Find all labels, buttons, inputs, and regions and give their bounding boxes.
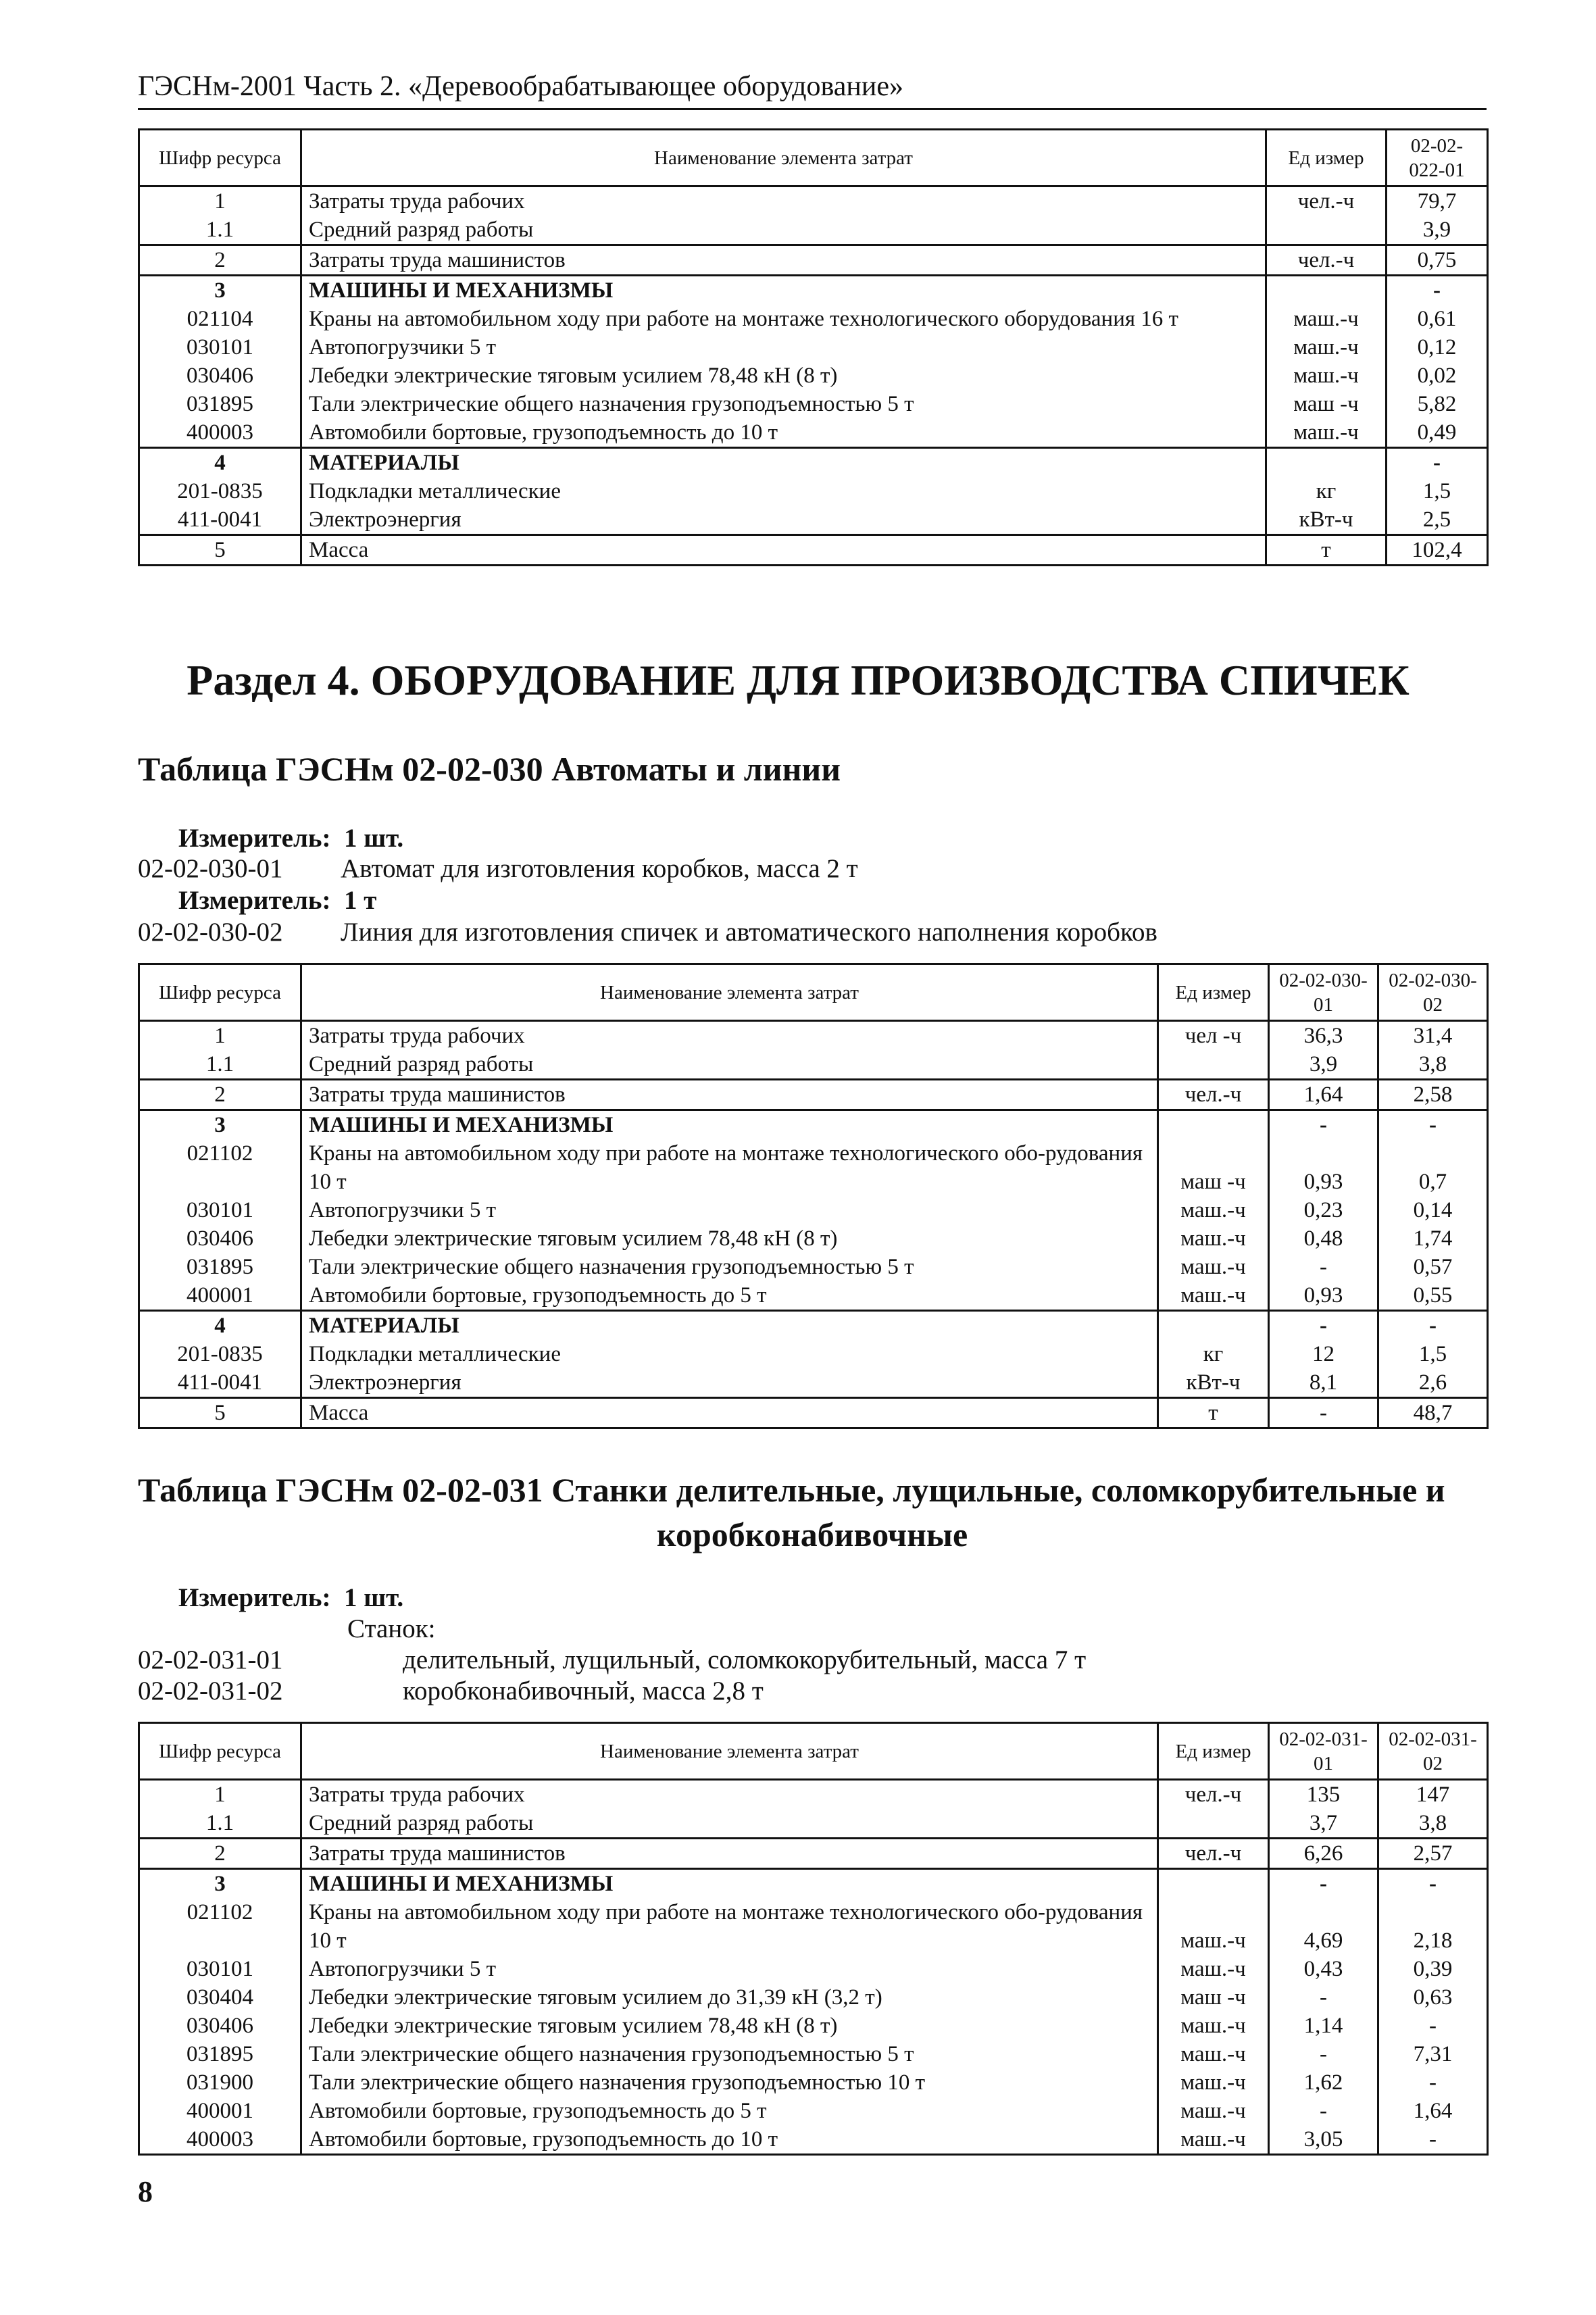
measure-value: 1 шт.: [343, 824, 404, 853]
measure-label: Измеритель:: [178, 886, 331, 915]
unit: [1158, 1869, 1269, 1899]
value: 1,74: [1378, 1224, 1488, 1253]
value: 102,4: [1387, 535, 1488, 566]
table-row: [139, 362, 1488, 390]
value: -: [1269, 1253, 1378, 1281]
resource-name: Средний разряд работы: [301, 216, 1266, 245]
unit: чел -ч: [1158, 1021, 1269, 1051]
resource-code: 031895: [139, 1253, 301, 1281]
item-line: [138, 1645, 1086, 1675]
table-row: [139, 2097, 1488, 2125]
table-row: [139, 1080, 1488, 1110]
resource-code: 2: [139, 1839, 301, 1869]
value: -: [1378, 2012, 1488, 2040]
resource-name: Тали электрические общего назначения грузоподъемностью 5 т: [301, 390, 1266, 418]
item-text: Линия для изготовления спичек и автоматического наполнения коробков: [341, 918, 1157, 947]
resource-name: Автомобили бортовые, грузоподъемность до 5 т: [301, 1281, 1158, 1311]
resource-table-030: [138, 963, 1489, 1429]
resource-name: Масса: [301, 535, 1266, 566]
value: -: [1387, 276, 1488, 305]
table-row: [139, 418, 1488, 448]
resource-code: 031900: [139, 2068, 301, 2097]
resource-name: Масса: [301, 1398, 1158, 1428]
unit: кВт-ч: [1158, 1368, 1269, 1398]
value: 1,5: [1387, 477, 1488, 505]
unit: маш.-ч: [1266, 333, 1387, 362]
unit: чел.-ч: [1158, 1080, 1269, 1110]
table-row: [139, 1780, 1488, 1810]
table-title-line: коробконабивочные: [656, 1516, 968, 1553]
resource-name: Затраты труда рабочих: [301, 1780, 1158, 1810]
value: 0,63: [1378, 1983, 1488, 2012]
value: -: [1269, 1398, 1378, 1428]
col-header-code: Шифр ресурса: [139, 130, 301, 186]
value: -: [1269, 2040, 1378, 2068]
value: 2,18: [1378, 1898, 1488, 1955]
unit: маш.-ч: [1158, 2097, 1269, 2125]
value: 3,8: [1378, 1050, 1488, 1080]
resource-name: Автопогрузчики 5 т: [301, 333, 1266, 362]
resource-code: 4: [139, 1311, 301, 1341]
item-text: Автомат для изготовления коробков, масса 2 т: [341, 854, 858, 883]
value: -: [1378, 2125, 1488, 2155]
table-row: [139, 1869, 1488, 1899]
unit: т: [1158, 1398, 1269, 1428]
resource-name: Подкладки металлические: [301, 1340, 1158, 1368]
table-row: [139, 1955, 1488, 1983]
value: 5,82: [1387, 390, 1488, 418]
resource-name: Лебедки электрические тяговым усилием 78,48 кН (8 т): [301, 2012, 1158, 2040]
table-row: [139, 186, 1488, 216]
col-header-value: 02-02-031-01: [1269, 1723, 1378, 1780]
value: 8,1: [1269, 1368, 1378, 1398]
unit: чел.-ч: [1266, 245, 1387, 276]
unit: [1266, 276, 1387, 305]
resource-code: 030404: [139, 1983, 301, 2012]
resource-code: 2: [139, 245, 301, 276]
resource-name: Лебедки электрические тяговым усилием 78,48 кН (8 т): [301, 1224, 1158, 1253]
resource-name: Средний разряд работы: [301, 1050, 1158, 1080]
item-code: 02-02-030-02: [138, 918, 283, 947]
item-text: делительный, лущильный, соломкокорубительный, масса 7 т: [403, 1645, 1087, 1674]
value: 0,93: [1269, 1281, 1378, 1311]
item-line: [138, 853, 858, 884]
measure-line: [178, 823, 403, 853]
resource-name: Затраты труда рабочих: [301, 186, 1266, 216]
value: 48,7: [1378, 1398, 1488, 1428]
col-header-unit: Ед измер: [1158, 964, 1269, 1021]
page-number: 8: [138, 2175, 153, 2208]
item-text: коробконабивочный, масса 2,8 т: [403, 1676, 764, 1706]
unit: кг: [1266, 477, 1387, 505]
resource-code: 1.1: [139, 216, 301, 245]
value: -: [1378, 2068, 1488, 2097]
unit: маш -ч: [1158, 1139, 1269, 1196]
table-row: [139, 1839, 1488, 1869]
value: 0,14: [1378, 1196, 1488, 1224]
value: -: [1378, 1869, 1488, 1899]
resource-code: 3: [139, 276, 301, 305]
resource-name: МАТЕРИАЛЫ: [301, 448, 1266, 478]
item-line: [138, 1676, 764, 1706]
resource-code: 1: [139, 1780, 301, 1810]
unit: маш.-ч: [1158, 1898, 1269, 1955]
resource-name: Автопогрузчики 5 т: [301, 1955, 1158, 1983]
value: 3,9: [1269, 1050, 1378, 1080]
value: 2,58: [1378, 1080, 1488, 1110]
resource-code: 030101: [139, 1196, 301, 1224]
group-label: Станок:: [347, 1614, 436, 1643]
resource-name: Тали электрические общего назначения грузоподъемностью 10 т: [301, 2068, 1158, 2097]
resource-code: 030406: [139, 362, 301, 390]
resource-table-031: [138, 1722, 1489, 2156]
unit: маш.-ч: [1158, 1955, 1269, 1983]
unit: маш.-ч: [1266, 418, 1387, 448]
unit: кг: [1158, 1340, 1269, 1368]
value: 12: [1269, 1340, 1378, 1368]
resource-name: Электроэнергия: [301, 505, 1266, 535]
value: 1,62: [1269, 2068, 1378, 2097]
table-row: [139, 1253, 1488, 1281]
table-row: [139, 245, 1488, 276]
unit: чел.-ч: [1158, 1839, 1269, 1869]
value: 6,26: [1269, 1839, 1378, 1869]
table-row: [139, 1368, 1488, 1398]
table-row: [139, 1110, 1488, 1140]
item-code: 02-02-031-01: [138, 1645, 283, 1674]
value: 135: [1269, 1780, 1378, 1810]
resource-name: Затраты труда машинистов: [301, 1839, 1158, 1869]
resource-code: 201-0835: [139, 477, 301, 505]
table-row: [139, 1898, 1488, 1955]
unit: маш.-ч: [1266, 362, 1387, 390]
unit: кВт-ч: [1266, 505, 1387, 535]
resource-code: 030406: [139, 1224, 301, 1253]
resource-code: 030406: [139, 2012, 301, 2040]
col-header-value: 02-02-031-02: [1378, 1723, 1488, 1780]
value: 3,05: [1269, 2125, 1378, 2155]
resource-name: МАТЕРИАЛЫ: [301, 1311, 1158, 1341]
table-row: [139, 2012, 1488, 2040]
col-header-value: 02-02-030-01: [1269, 964, 1378, 1021]
item-line: [138, 917, 1157, 947]
unit: чел.-ч: [1158, 1780, 1269, 1810]
measure-line: [178, 1583, 403, 1613]
unit: [1158, 1050, 1269, 1080]
resource-code: 1.1: [139, 1050, 301, 1080]
resource-name: Автомобили бортовые, грузоподъемность до 5 т: [301, 2097, 1158, 2125]
measure-value: 1 шт.: [343, 1583, 404, 1612]
table-title-031: [138, 1468, 1487, 1557]
value: 0,43: [1269, 1955, 1378, 1983]
item-code: 02-02-031-02: [138, 1676, 283, 1706]
resource-code: 400001: [139, 2097, 301, 2125]
resource-code: 1: [139, 186, 301, 216]
resource-table-022: [138, 128, 1489, 566]
measure-value: 1 т: [343, 886, 377, 915]
resource-name: Затраты труда рабочих: [301, 1021, 1158, 1051]
measure-label: Измеритель:: [178, 1583, 331, 1612]
unit: [1266, 448, 1387, 478]
resource-code: 030101: [139, 1955, 301, 1983]
col-header-name: Наименование элемента затрат: [301, 1723, 1158, 1780]
value: -: [1378, 1311, 1488, 1341]
value: 0,39: [1378, 1955, 1488, 1983]
unit: [1158, 1809, 1269, 1839]
resource-code: 031895: [139, 390, 301, 418]
value: 4,69: [1269, 1898, 1378, 1955]
value: 0,48: [1269, 1224, 1378, 1253]
resource-name: Подкладки металлические: [301, 477, 1266, 505]
measure-line: [178, 885, 376, 916]
table-row: [139, 1021, 1488, 1051]
section-title: Раздел 4. ОБОРУДОВАНИЕ ДЛЯ ПРОИЗВОДСТВА СПИЧЕК: [186, 656, 1410, 704]
table-row: [139, 1340, 1488, 1368]
resource-code: 1.1: [139, 1809, 301, 1839]
col-header-value: 02-02-030-02: [1378, 964, 1488, 1021]
value: 79,7: [1387, 186, 1488, 216]
col-header-name: Наименование элемента затрат: [301, 964, 1158, 1021]
resource-code: 3: [139, 1110, 301, 1140]
resource-name: Лебедки электрические тяговым усилием 78,48 кН (8 т): [301, 362, 1266, 390]
value: 0,93: [1269, 1139, 1378, 1196]
value: 0,7: [1378, 1139, 1488, 1196]
unit: маш.-ч: [1158, 2068, 1269, 2097]
unit: [1158, 1311, 1269, 1341]
value: 0,55: [1378, 1281, 1488, 1311]
unit: маш.-ч: [1158, 2125, 1269, 2155]
col-header-unit: Ед измер: [1158, 1723, 1269, 1780]
measure-label: Измеритель:: [178, 824, 331, 853]
value: 2,57: [1378, 1839, 1488, 1869]
value: -: [1269, 1110, 1378, 1140]
unit: т: [1266, 535, 1387, 566]
resource-name: Затраты труда машинистов: [301, 245, 1266, 276]
resource-name: МАШИНЫ И МЕХАНИЗМЫ: [301, 276, 1266, 305]
value: 0,57: [1378, 1253, 1488, 1281]
value: 0,75: [1387, 245, 1488, 276]
unit: маш.-ч: [1158, 1281, 1269, 1311]
unit: маш.-ч: [1158, 2012, 1269, 2040]
resource-code: 400003: [139, 418, 301, 448]
value: -: [1269, 1983, 1378, 2012]
value: 7,31: [1378, 2040, 1488, 2068]
value: -: [1269, 1311, 1378, 1341]
resource-code: 201-0835: [139, 1340, 301, 1368]
value: 3,9: [1387, 216, 1488, 245]
resource-name: Электроэнергия: [301, 1368, 1158, 1398]
resource-code: 400003: [139, 2125, 301, 2155]
table-row: [139, 2068, 1488, 2097]
resource-code: 400001: [139, 1281, 301, 1311]
resource-name: Тали электрические общего назначения грузоподъемностью 5 т: [301, 1253, 1158, 1281]
resource-name: Автопогрузчики 5 т: [301, 1196, 1158, 1224]
unit: маш.-ч: [1158, 2040, 1269, 2068]
value: 1,64: [1269, 1080, 1378, 1110]
col-header-unit: Ед измер: [1266, 130, 1387, 186]
table-row: [139, 1196, 1488, 1224]
unit: [1266, 216, 1387, 245]
value: 147: [1378, 1780, 1488, 1810]
value: 0,23: [1269, 1196, 1378, 1224]
value: -: [1378, 1110, 1488, 1140]
resource-code: 1: [139, 1021, 301, 1051]
table-row: [139, 477, 1488, 505]
value: 36,3: [1269, 1021, 1378, 1051]
value: 3,7: [1269, 1809, 1378, 1839]
resource-name: Лебедки электрические тяговым усилием до 31,39 кН (3,2 т): [301, 1983, 1158, 2012]
table-row: [139, 333, 1488, 362]
resource-code: 021102: [139, 1898, 301, 1955]
resource-code: 5: [139, 1398, 301, 1428]
value: -: [1387, 448, 1488, 478]
resource-name: Краны на автомобильном ходу при работе на монтаже технологического обо-рудования 10 т: [301, 1139, 1158, 1196]
resource-name: Затраты труда машинистов: [301, 1080, 1158, 1110]
table-row: [139, 1224, 1488, 1253]
unit: [1158, 1110, 1269, 1140]
value: 0,49: [1387, 418, 1488, 448]
table-row: [139, 1311, 1488, 1341]
table-row: [139, 2040, 1488, 2068]
table-row: [139, 448, 1488, 478]
resource-name: МАШИНЫ И МЕХАНИЗМЫ: [301, 1110, 1158, 1140]
resource-name: Автомобили бортовые, грузоподъемность до 10 т: [301, 2125, 1158, 2155]
unit: маш.-ч: [1266, 305, 1387, 333]
resource-name: Краны на автомобильном ходу при работе на монтаже технологического оборудования 16 т: [301, 305, 1266, 333]
value: 2,6: [1378, 1368, 1488, 1398]
resource-code: 4: [139, 448, 301, 478]
col-header-name: Наименование элемента затрат: [301, 130, 1266, 186]
resource-code: 2: [139, 1080, 301, 1110]
col-header-code: Шифр ресурса: [139, 1723, 301, 1780]
table-title-030: Таблица ГЭСНм 02-02-030 Автоматы и линии: [138, 750, 841, 788]
value: 2,5: [1387, 505, 1488, 535]
value: -: [1269, 2097, 1378, 2125]
resource-code: 021102: [139, 1139, 301, 1196]
table-row: [139, 1809, 1488, 1839]
table-row: [139, 1983, 1488, 2012]
value: 0,12: [1387, 333, 1488, 362]
value: 1,14: [1269, 2012, 1378, 2040]
resource-code: 411-0041: [139, 1368, 301, 1398]
value: 1,64: [1378, 2097, 1488, 2125]
table-row: [139, 2125, 1488, 2155]
table-row: [139, 276, 1488, 305]
resource-name: Тали электрические общего назначения грузоподъемностью 5 т: [301, 2040, 1158, 2068]
value: 0,61: [1387, 305, 1488, 333]
value: 1,5: [1378, 1340, 1488, 1368]
col-header-value: 02-02-022-01: [1387, 130, 1488, 186]
table-row: [139, 535, 1488, 566]
resource-code: 031895: [139, 2040, 301, 2068]
unit: чел.-ч: [1266, 186, 1387, 216]
item-code: 02-02-030-01: [138, 854, 283, 883]
resource-code: 411-0041: [139, 505, 301, 535]
value: 3,8: [1378, 1809, 1488, 1839]
resource-code: 5: [139, 535, 301, 566]
unit: маш -ч: [1266, 390, 1387, 418]
table-row: [139, 1050, 1488, 1080]
unit: маш.-ч: [1158, 1224, 1269, 1253]
table-row: [139, 1139, 1488, 1196]
resource-name: Автомобили бортовые, грузоподъемность до 10 т: [301, 418, 1266, 448]
resource-name: Краны на автомобильном ходу при работе на монтаже технологического обо-рудования 10 т: [301, 1898, 1158, 1955]
table-row: [139, 505, 1488, 535]
unit: маш.-ч: [1158, 1196, 1269, 1224]
unit: маш -ч: [1158, 1983, 1269, 2012]
unit: маш.-ч: [1158, 1253, 1269, 1281]
running-header: ГЭСНм-2001 Часть 2. «Деревообрабатывающее оборудование»: [138, 65, 1487, 110]
table-title-line: Таблица ГЭСНм 02-02-031 Станки делительные, лущильные, соломкорубительные и: [138, 1471, 1445, 1509]
resource-code: 021104: [139, 305, 301, 333]
value: 0,02: [1387, 362, 1488, 390]
table-row: [139, 1281, 1488, 1311]
table-row: [139, 1398, 1488, 1428]
table-row: [139, 390, 1488, 418]
resource-name: МАШИНЫ И МЕХАНИЗМЫ: [301, 1869, 1158, 1899]
table-row: [139, 216, 1488, 245]
resource-name: Средний разряд работы: [301, 1809, 1158, 1839]
col-header-code: Шифр ресурса: [139, 964, 301, 1021]
resource-code: 030101: [139, 333, 301, 362]
value: -: [1269, 1869, 1378, 1899]
table-row: [139, 305, 1488, 333]
value: 31,4: [1378, 1021, 1488, 1051]
resource-code: 3: [139, 1869, 301, 1899]
